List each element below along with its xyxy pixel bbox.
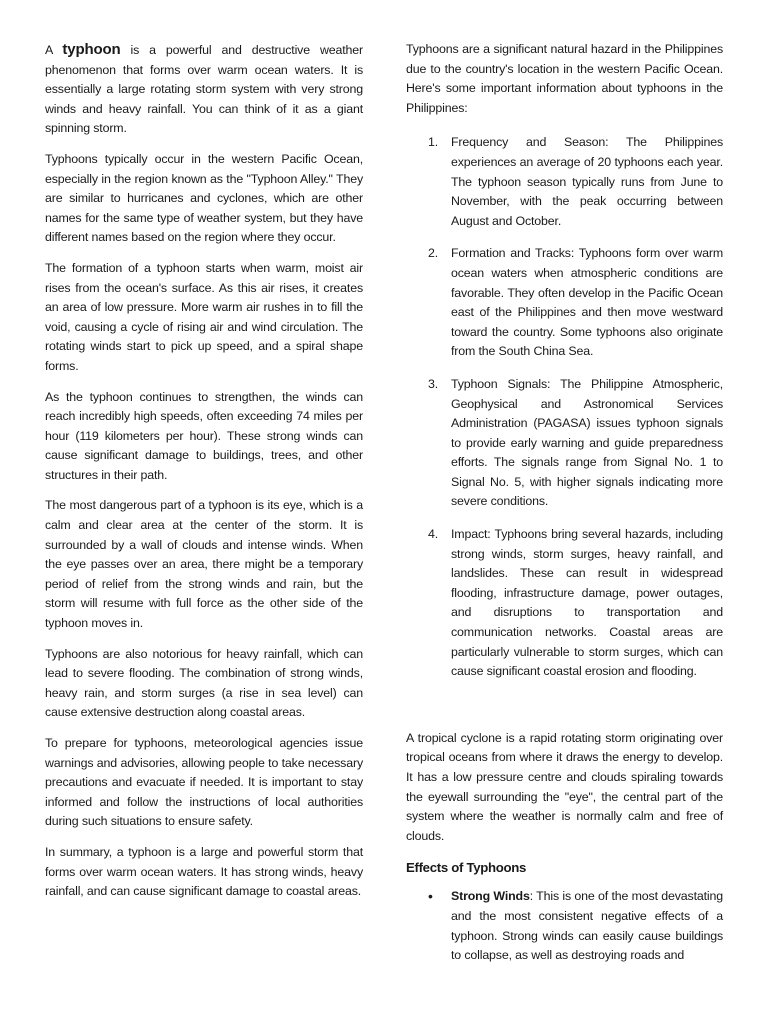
effect-title: Strong Winds <box>451 889 530 904</box>
list-number: 4. <box>428 527 439 542</box>
paragraph-typhoon-rainfall: Typhoons are also notorious for heavy rainfall, which can lead to severe flooding. The combination of strong winds, heavy rain, and storm surges (a rise in sea level) can cause extensive destruction along coastal areas. <box>45 646 363 720</box>
paragraph-typhoon-region: Typhoons typically occur in the western Pacific Ocean, especially in the region known as the "Typhoon Alley." They are similar to hurricanes and cyclones, which are other names for the same type of weather system, but they have different names based on the region where they occur. <box>45 151 363 245</box>
text-span: A <box>45 43 63 57</box>
list-item <box>406 133 723 231</box>
spacer <box>406 695 723 729</box>
paragraph-typhoon-definition <box>45 40 363 139</box>
paragraph-typhoon-eye: The most dangerous part of a typhoon is its eye, which is a calm and clear area at the center of the storm. It is surrounded by a wall of clouds and intense winds. When the eye passes over an area, there might be a temporary period of relief from the strong winds and rain, but the storm will resume with full force as the other side of the typhoon moves in. <box>45 498 363 631</box>
effects-heading: Effects of Typhoons <box>406 860 527 876</box>
paragraph-typhoon-winds: As the typhoon continues to strengthen, the winds can reach incredibly high speeds, often exceeding 74 miles per hour (119 kilometers per hour). These strong winds can cause significant damage to buildings, trees, and other structures in their path. <box>45 389 363 482</box>
right-column <box>406 40 723 966</box>
typhoon-keyword: typhoon <box>62 41 121 58</box>
list-number: 3. <box>428 376 439 391</box>
bullet-icon: • <box>428 888 433 905</box>
left-column <box>45 40 363 913</box>
paragraph-typhoon-formation: The formation of a typhoon starts when warm, moist air rises from the ocean's surface. As this air rises, it creates an area of low pressure. More warm air rushes in to fill the void, causing a cycle of rising air and wind circulation. The rotating winds start to pick up speed, and a spiral shape forms. <box>45 260 363 373</box>
effect-text: : This is one of the most devastating and the most consistent negative effects of a typhoon. Strong winds can easily cause buildings to collapse, as well as destroying roads and <box>451 889 723 963</box>
philippines-typhoon-list <box>406 133 723 681</box>
text-span: is a powerful and destructive weather phenomenon that forms over warm ocean waters. It is essentially a large rotating storm system with very strong winds and heavy rainfall. You can think of it as a giant spinning storm. <box>45 43 363 136</box>
paragraph-typhoon-preparation: To prepare for typhoons, meteorological agencies issue warnings and advisories, allowing people to take necessary precautions and evacuate if needed. It is important to stay informed and follow the instructions of local authorities during such situations to ensure safety. <box>45 736 363 829</box>
list-text: Impact: Typhoons bring several hazards, including strong winds, storm surges, heavy rainfall, and landslides. These can result in widespread flooding, infrastructure damage, power outages, and disruptions to transportation and communication networks. Coastal areas are particularly vulnerable to storm surges, which can cause significant coastal erosion and flooding. <box>451 527 723 679</box>
effects-list <box>406 887 723 965</box>
list-item <box>406 375 723 512</box>
list-item <box>406 887 723 965</box>
list-text: Formation and Tracks: Typhoons form over warm ocean waters when atmospheric conditions are favorable. They often develop in the Pacific Ocean east of the Philippines and then move westward toward the country. Some typhoons also originate from the South China Sea. <box>451 246 723 359</box>
list-item <box>406 525 723 682</box>
list-item <box>406 244 723 362</box>
paragraph-tropical-cyclone: A tropical cyclone is a rapid rotating storm originating over tropical oceans from where it draws the energy to develop. It has a low pressure centre and clouds spiraling towards the eyewall surrounding the "eye", the central part of the system where the weather is normally calm and free of clouds. <box>406 730 723 843</box>
paragraph-philippines-intro: Typhoons are a significant natural hazard in the Philippines due to the country's location in the western Pacific Ocean. Here's some important information about typhoons in the Philippines: <box>406 42 723 115</box>
list-number: 2. <box>428 246 439 261</box>
list-text: Typhoon Signals: The Philippine Atmospheric, Geophysical and Astronomical Services Administration (PAGASA) issues typhoon signals to provide early warning and guide preparedness efforts. The signals range from Signal No. 1 to Signal No. 5, with higher signals indicating more severe conditions. <box>451 376 723 509</box>
paragraph-typhoon-summary: In summary, a typhoon is a large and powerful storm that forms over warm ocean waters. It has strong winds, heavy rainfall, and can cause significant damage to coastal areas. <box>45 844 363 899</box>
list-number: 1. <box>428 135 439 150</box>
list-text: Frequency and Season: The Philippines experiences an average of 20 typhoons each year. The typhoon season typically runs from June to November, with the peak occurring between August and October. <box>451 135 723 228</box>
